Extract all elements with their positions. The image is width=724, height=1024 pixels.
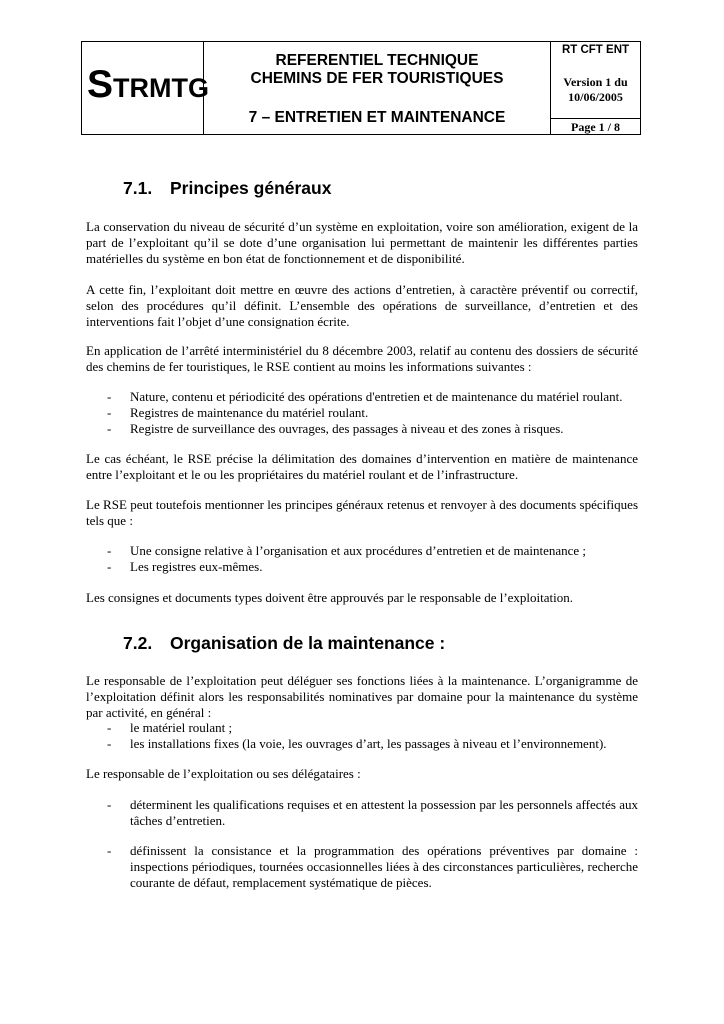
document-reference: RT CFT ENT	[561, 44, 630, 56]
list-item-text: Les registres eux-mêmes.	[130, 559, 263, 574]
document-version	[551, 75, 640, 105]
list-item-text: Une consigne relative à l’organisation et aux procédures d’entretien et de maintenance ;	[130, 543, 587, 558]
header-chapter-title: 7 – ENTRETIEN ET MAINTENANCE	[248, 109, 506, 126]
logo-cell	[82, 42, 209, 134]
list-item-text: déterminent les qualifications requises et en attestent la possession par les personnels affectés aux tâches d’entretien.	[130, 797, 638, 828]
document-header	[81, 41, 641, 135]
paragraph: Le cas échéant, le RSE précise la délimitation des domaines d’intervention en matière de maintenance entre l’exploitant et le ou les propriétaires du matériel roulant et de l’infrastructure.	[86, 451, 638, 482]
list-item-text: les installations fixes (la voie, les ouvrages d’art, les passages à niveau et l’environnement).	[130, 736, 607, 751]
paragraph: La conservation du niveau de sécurité d’un système en exploitation, voire son amélioration, exigent de la part de l’exploitant qu’il se dote d’une organisation lui permettant de maintenir les différentes parties matérielles du système en bon état de fonctionnement et de disponibilité.	[86, 219, 638, 266]
reference-cell	[551, 42, 640, 134]
list-bullet: -	[107, 843, 112, 858]
strmtg-logo	[87, 65, 209, 104]
paragraph: Le responsable de l’exploitation peut déléguer ses fonctions liées à la maintenance. L’organigramme de l’exploitation définit alors les responsabilités nominatives par domaine pour la maintenance du système par activité, en général :	[86, 673, 638, 720]
list-item-text: Registres de maintenance du matériel roulant.	[130, 405, 369, 420]
list-bullet: -	[107, 559, 112, 574]
paragraph: Le responsable de l’exploitation ou ses délégataires :	[86, 766, 361, 781]
section-title: Organisation de la maintenance :	[170, 633, 446, 653]
list-item-text: Nature, contenu et périodicité des opérations d'entretien et de maintenance du matériel roulant.	[130, 389, 623, 404]
list-item-text: le matériel roulant ;	[130, 720, 233, 735]
header-title-line2: CHEMINS DE FER TOURISTIQUES	[250, 70, 504, 87]
version-label: Version 1 du	[563, 75, 628, 89]
list-bullet: -	[107, 389, 112, 404]
list-bullet: -	[107, 543, 112, 558]
list-bullet: -	[107, 797, 112, 812]
list-bullet: -	[107, 736, 112, 751]
paragraph: En application de l’arrêté interministériel du 8 décembre 2003, relatif au contenu des dossiers de sécurité des chemins de fer touristiques, le RSE contient au moins les informations suivantes :	[86, 343, 638, 374]
list-item-text: Registre de surveillance des ouvrages, des passages à niveau et des zones à risques.	[130, 421, 564, 436]
logo-text: TRMTG	[113, 73, 209, 103]
header-title-line1: REFERENTIEL TECHNIQUE	[275, 52, 479, 69]
section-heading-7-2	[123, 633, 445, 654]
paragraph: Les consignes et documents types doivent être approuvés par le responsable de l’exploitation.	[86, 590, 573, 605]
list-bullet: -	[107, 720, 112, 735]
title-cell	[204, 42, 551, 134]
paragraph: A cette fin, l’exploitant doit mettre en œuvre des actions d’entretien, à caractère préventif ou correctif, selon des procédures qu’il définit. L’ensemble des opérations de surveillance, d’entretien et des interventions fait l’objet d’une consignation écrite.	[86, 282, 638, 329]
list-bullet: -	[107, 405, 112, 420]
list-bullet: -	[107, 421, 112, 436]
section-heading-7-1	[123, 178, 331, 199]
section-number: 7.2.	[123, 633, 153, 653]
version-date: 10/06/2005	[568, 90, 623, 104]
page-number: Page 1 / 8	[551, 118, 640, 135]
logo-initial: S	[87, 63, 114, 106]
list-item-text: définissent la consistance et la programmation des opérations préventives par domaine : inspections périodiques, tournées occasionnelles liées à des circonstances particulières, recherche courante de défaut, remplacement systématique de pièces.	[130, 843, 638, 890]
section-title: Principes généraux	[170, 178, 332, 198]
paragraph: Le RSE peut toutefois mentionner les principes généraux retenus et renvoyer à des documents spécifiques tels que :	[86, 497, 638, 528]
section-number: 7.1.	[123, 178, 153, 198]
